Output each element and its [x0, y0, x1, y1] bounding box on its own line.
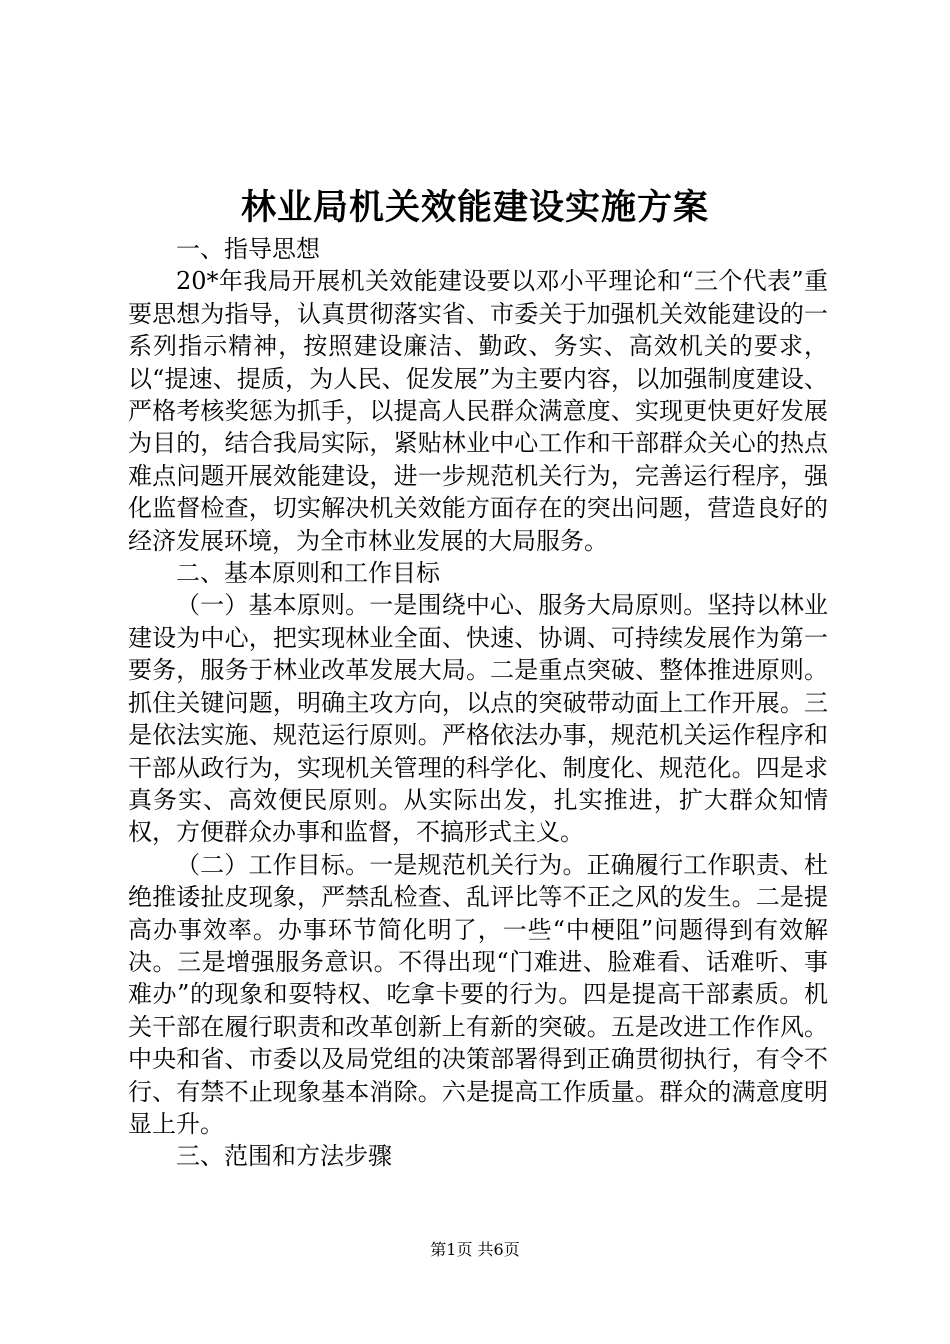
heading-scope-steps: 三、范围和方法步骤: [176, 1142, 392, 1171]
document-body: [128, 233, 828, 1173]
document-title: 林业局机关效能建设实施方案: [240, 187, 709, 228]
paragraph-work-goals: （二）工作目标。一是规范机关行为。正确履行工作职责、杜绝推诿扯皮现象，严禁乱检查、乱评比等不正之风的发生。二是提高办事效率。办事环节简化明了，一些“中梗阻”问题得到有效解决。三是增强服务意识。不得出现“门难进、脸难看、话难听、事难办”的现象和耍特权、吃拿卡要的行为。四是提高干部素质。机关干部在履行职责和改革创新上有新的突破。五是改进工作作风。中央和省、市委以及局党组的决策部署得到正确贯彻执行，有令不行、有禁不止现象基本消除。六是提高工作质量。群众的满意度明显上升。: [128, 850, 828, 1138]
heading-principles-goals: 二、基本原则和工作目标: [176, 559, 440, 588]
heading-guiding-thought: 一、指导思想: [176, 235, 320, 263]
paragraph-basic-principles: （一）基本原则。一是围绕中心、服务大局原则。坚持以林业建设为中心，把实现林业全面、快速、协调、可持续发展作为第一要务，服务于林业改革发展大局。二是重点突破、整体推进原则。抓住关键问题，明确主攻方向，以点的突破带动面上工作开展。三是依法实施、规范运行原则。严格依法办事，规范机关运作程序和干部从政行为，实现机关管理的科学化、制度化、规范化。四是求真务实、高效便民原则。从实际出发，扎实推进，扩大群众知情权，方便群众办事和监督，不搞形式主义。: [128, 591, 828, 847]
paragraph-guiding-thought: 20*年我局开展机关效能建设要以邓小平理论和“三个代表”重要思想为指导，认真贯彻落实省、市委关于加强机关效能建设的一系列指示精神，按照建设廉洁、勤政、务实、高效机关的要求，以“提速、提质，为人民、促发展”为主要内容，以加强制度建设、严格考核奖惩为抓手，以提高人民群众满意度、实现更快更好发展为目的，结合我局实际，紧贴林业中心工作和干部群众关心的热点难点问题开展效能建设，进一步规范机关行为，完善运行程序，强化监督检查，切实解决机关效能方面存在的突出问题，营造良好的经济发展环境，为全市林业发展的大局服务。: [128, 267, 828, 555]
page-number: 第1页 共6页: [430, 1240, 520, 1259]
